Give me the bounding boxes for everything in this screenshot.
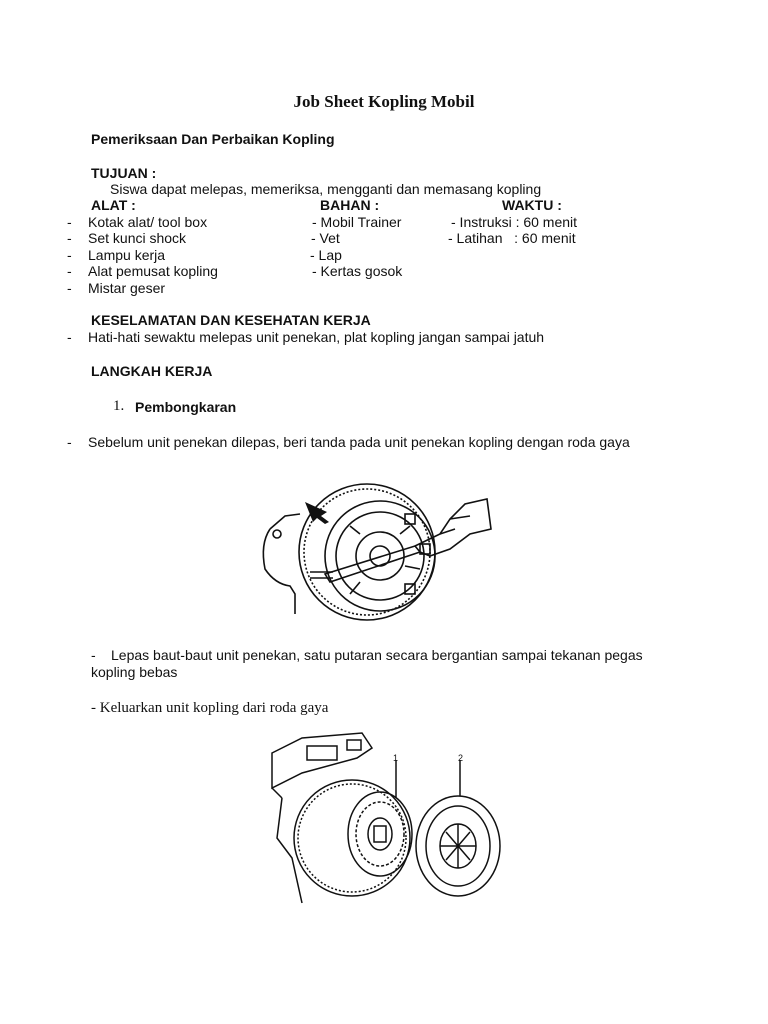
bahan-item: - Kertas gosok — [312, 263, 403, 279]
figure-remove-clutch — [262, 728, 502, 908]
alat-item: Alat pemusat kopling — [88, 263, 218, 279]
list-bullet: - — [91, 647, 96, 663]
bahan-heading: BAHAN : — [320, 197, 380, 213]
list-bullet: - — [67, 247, 72, 263]
waktu-item: - Instruksi : 60 menit — [451, 214, 578, 230]
figure-label-1: 1 — [393, 753, 399, 763]
langkah-heading: LANGKAH KERJA — [91, 363, 213, 379]
bahan-item: - Vet — [311, 230, 340, 246]
step-title: Pembongkaran — [135, 399, 237, 415]
section-subtitle: Pemeriksaan Dan Perbaikan Kopling — [91, 131, 335, 147]
waktu-item: - Latihan : 60 menit — [448, 230, 576, 246]
bahan-item: - Mobil Trainer — [312, 214, 402, 230]
step1-text: Sebelum unit penekan dilepas, beri tanda pada unit penekan kopling dengan roda gaya — [88, 434, 630, 450]
step2-text-line1: Lepas baut-baut unit penekan, satu putaran secara bergantian sampai tekanan pegas — [111, 647, 643, 663]
step3-text: - Keluarkan unit kopling dari roda gaya — [91, 700, 329, 716]
figure-marking-clutch — [255, 474, 495, 624]
tujuan-heading: TUJUAN : — [91, 165, 157, 181]
step-number: 1. — [113, 398, 125, 414]
alat-item: Lampu kerja — [88, 247, 166, 263]
list-bullet: - — [67, 230, 72, 246]
list-bullet: - — [67, 280, 72, 296]
list-bullet: - — [67, 434, 72, 450]
figure-label-2: 2 — [458, 753, 464, 763]
bahan-item: - Lap — [310, 247, 342, 263]
list-bullet: - — [67, 214, 72, 230]
list-bullet: - — [67, 263, 72, 279]
page-title: Job Sheet Kopling Mobil — [293, 92, 475, 111]
waktu-heading: WAKTU : — [502, 197, 562, 213]
tujuan-text: Siswa dapat melepas, memeriksa, mengganti dan memasang kopling — [110, 181, 542, 197]
list-bullet: - — [67, 329, 72, 345]
alat-item: Set kunci shock — [88, 230, 187, 246]
alat-item: Mistar geser — [88, 280, 166, 296]
alat-heading: ALAT : — [91, 197, 136, 213]
keselamatan-item: Hati-hati sewaktu melepas unit penekan, plat kopling jangan sampai jatuh — [88, 329, 545, 345]
alat-item: Kotak alat/ tool box — [88, 214, 208, 230]
keselamatan-heading: KESELAMATAN DAN KESEHATAN KERJA — [91, 312, 371, 328]
step2-text-line2: kopling bebas — [91, 664, 178, 680]
